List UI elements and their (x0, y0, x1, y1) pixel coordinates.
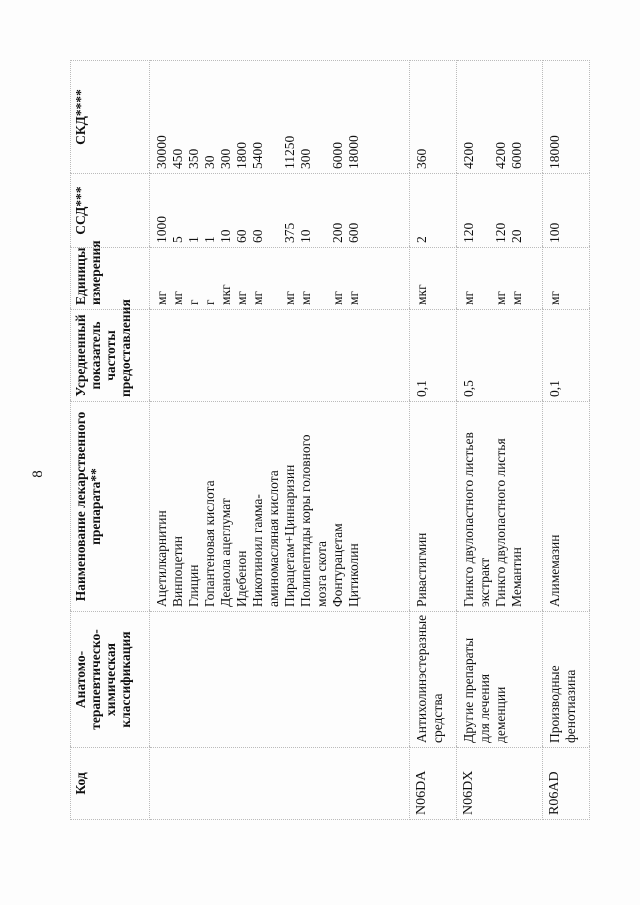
drug-name: Деанола ацеглумат (218, 498, 233, 607)
atc-code: R06AD (542, 748, 589, 820)
drug-skd: 4200 (493, 142, 509, 169)
drug-unit: г (202, 299, 217, 305)
drug-name: Никотиноил гамма- (250, 494, 265, 607)
skd-cell (457, 61, 543, 174)
drug-skd (314, 65, 330, 169)
drug-unit (314, 252, 330, 305)
drug-name: мозга скота (314, 540, 329, 607)
drug-skd: 4200 (461, 142, 477, 169)
units-cell (457, 248, 543, 310)
frequency-value: 0,1 (409, 310, 456, 402)
drug-name: Цитиколин (346, 543, 361, 607)
ssd-cell (150, 174, 410, 248)
drug-names-cell (409, 402, 456, 612)
drug-unit: мг (154, 290, 169, 305)
skd-cell (409, 61, 456, 174)
atc-code: N06DA (409, 748, 456, 820)
atc-code (150, 748, 410, 820)
drug-skd: 6000 (509, 142, 525, 169)
drug-unit: мг (509, 290, 525, 305)
frequency-value (150, 310, 410, 402)
drug-ssd: 60 (234, 229, 249, 243)
drug-name: экстракт (477, 557, 493, 607)
header-unit: Единицы измерения (71, 248, 150, 310)
drug-names-cell (457, 402, 543, 612)
drug-unit: мг (250, 290, 265, 305)
drug-name: Гопантеновая кислота (202, 480, 217, 607)
drug-ssd: 20 (509, 229, 525, 243)
drug-name: Фонтурацетам (330, 523, 345, 607)
drug-ssd: 1000 (154, 216, 169, 243)
table-row (409, 61, 456, 820)
drug-ssd: 1 (202, 236, 217, 243)
page-number: 8 (30, 470, 46, 478)
drug-name: Глицин (186, 564, 201, 607)
drug-names-cell (542, 402, 589, 612)
drug-ssd: 10 (298, 229, 313, 243)
drug-ssd (314, 178, 330, 243)
drug-ssd: 200 (330, 222, 345, 243)
drug-name: Гинкго двулопастного листьев (461, 432, 477, 607)
header-frequency: Усредненный показатель частоты предоставления (71, 310, 150, 402)
header-classification: Анатомо-терапевтическо-химическая классификация (71, 612, 150, 748)
drug-ssd: 1 (186, 236, 201, 243)
drug-unit: мг (546, 290, 562, 305)
atc-classification: Производные фенотиазина (542, 612, 589, 748)
drug-name: Полипептиды коры головного (298, 434, 313, 607)
atc-classification: Другие препараты для лечения деменции (457, 612, 543, 748)
drug-ssd (477, 178, 493, 243)
drug-skd: 6000 (330, 142, 345, 169)
drug-ssd: 120 (461, 222, 477, 243)
drug-skd: 350 (186, 148, 201, 169)
frequency-value: 0,5 (457, 310, 543, 402)
table-row (542, 61, 589, 820)
drug-unit: г (186, 299, 201, 305)
drug-ssd: 5 (170, 236, 185, 243)
drug-name: Мемантин (509, 547, 525, 607)
ssd-cell (457, 174, 543, 248)
drug-unit: мкг (413, 284, 429, 305)
drug-ssd: 10 (218, 229, 233, 243)
table-row (150, 61, 410, 820)
drug-name: Ацетилкарнитин (154, 510, 169, 607)
skd-cell (150, 61, 410, 174)
atc-code: N06DX (457, 748, 543, 820)
units-cell (542, 248, 589, 310)
drug-ssd: 375 (282, 222, 297, 243)
header-code: Код (71, 748, 150, 820)
header-skd: СКД**** (71, 61, 150, 174)
drug-names-cell (150, 402, 410, 612)
drug-name: Идебенон (234, 550, 249, 607)
drug-ssd (266, 178, 282, 243)
drug-skd (266, 65, 282, 169)
table-header-row (71, 61, 150, 820)
drug-unit: мкг (218, 284, 233, 305)
drug-skd: 30 (202, 155, 217, 169)
drug-skd: 300 (218, 148, 233, 169)
atc-classification: Антихолинэстеразные средства (409, 612, 456, 748)
drug-skd: 18000 (346, 135, 361, 169)
drug-name: аминомасляная кислота (266, 470, 281, 607)
drug-name: Гинкго двулопастного листья (493, 438, 509, 607)
table-row (457, 61, 543, 820)
drug-skd: 1800 (234, 142, 249, 169)
drug-unit: мг (461, 290, 477, 305)
drug-unit (477, 252, 493, 305)
drug-skd: 5400 (250, 142, 265, 169)
drug-unit: мг (298, 290, 313, 305)
ssd-cell (409, 174, 456, 248)
drug-ssd: 600 (346, 222, 361, 243)
drug-unit: мг (346, 290, 361, 305)
drug-unit: мг (170, 290, 185, 305)
units-cell (150, 248, 410, 310)
drug-skd: 360 (413, 148, 429, 169)
drug-unit: мг (493, 290, 509, 305)
ssd-cell (542, 174, 589, 248)
drug-unit: мг (330, 290, 345, 305)
units-cell (409, 248, 456, 310)
drug-skd: 11250 (282, 135, 297, 169)
drug-name: Ривастигмин (413, 532, 429, 607)
drug-name: Пирацетам+Циннаризин (282, 464, 297, 607)
drug-skd: 18000 (546, 135, 562, 169)
drug-ssd: 120 (493, 222, 509, 243)
drug-unit: мг (234, 290, 249, 305)
drug-name: Винпоцетин (170, 536, 185, 607)
frequency-value: 0,1 (542, 310, 589, 402)
drug-skd (477, 65, 493, 169)
header-drug-name: Наименование лекарственного препарата** (71, 402, 150, 612)
drug-unit: мг (282, 290, 297, 305)
drug-table (70, 60, 590, 820)
drug-name: Алимемазин (546, 534, 562, 607)
drug-skd: 30000 (154, 135, 169, 169)
skd-cell (542, 61, 589, 174)
drug-unit (266, 252, 282, 305)
rotated-table-stage (70, 60, 590, 820)
drug-ssd: 60 (250, 229, 265, 243)
atc-classification (150, 612, 410, 748)
drug-skd: 300 (298, 148, 313, 169)
drug-skd: 450 (170, 148, 185, 169)
header-ssd: ССД*** (71, 174, 150, 248)
drug-ssd: 100 (546, 222, 562, 243)
drug-ssd: 2 (413, 236, 429, 243)
